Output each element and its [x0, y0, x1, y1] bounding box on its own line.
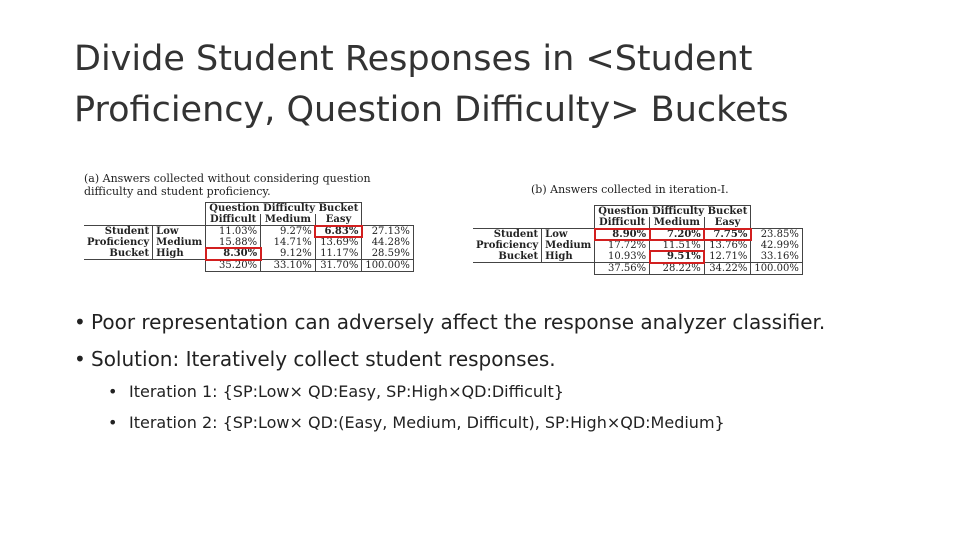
table-row [84, 237, 413, 248]
table-a-col-header: Medium [261, 214, 316, 226]
bullet-item [74, 345, 934, 374]
highlighted-cell: 8.30% [206, 248, 261, 260]
row-group-label: Bucket [84, 248, 153, 260]
highlighted-cell: 7.20% [650, 229, 705, 241]
col-total: 37.56% [595, 263, 650, 275]
row-group-label: Student [473, 229, 542, 241]
table-a-caption: (a) Answers collected without considering question difficulty and student proficiency. [84, 172, 371, 198]
table-row [84, 248, 413, 260]
row-level: Low [153, 226, 206, 238]
grand-total: 100.00% [751, 263, 803, 275]
highlighted-cell: 6.83% [315, 226, 362, 238]
table-cell: 9.27% [261, 226, 316, 238]
table-cell: 15.88% [206, 237, 261, 248]
col-total: 28.22% [650, 263, 705, 275]
table-cell: 11.17% [315, 248, 362, 260]
col-total: 33.10% [261, 260, 316, 272]
table-row [473, 251, 802, 263]
table-cell: 13.76% [704, 240, 751, 251]
table-b-caption: (b) Answers collected in iteration-I. [531, 183, 729, 196]
col-total: 31.70% [315, 260, 362, 272]
row-group-label: Student [84, 226, 153, 238]
row-total: 27.13% [362, 226, 414, 238]
bullet-item [74, 308, 934, 337]
table-b-header-top: Question Difficulty Bucket [595, 206, 751, 218]
table-row [473, 240, 802, 251]
table-cell: 14.71% [261, 237, 316, 248]
table-b-col-header: Difficult [595, 217, 650, 229]
row-total: 42.99% [751, 240, 803, 251]
bullet-text: Solution: Iteratively collect student responses. [91, 347, 556, 371]
table-cell: 11.03% [206, 226, 261, 238]
row-level: Low [542, 229, 595, 241]
table-a-block [84, 172, 414, 272]
highlighted-cell: 7.75% [704, 229, 751, 241]
table-a [84, 202, 414, 272]
table-a-header-top: Question Difficulty Bucket [206, 203, 362, 215]
table-b-block [473, 183, 813, 275]
totals-row [84, 260, 413, 272]
row-total: 33.16% [751, 251, 803, 263]
table-row [473, 229, 802, 241]
bullet-dot-icon: • [108, 382, 118, 401]
sub-bullet-text: Iteration 1: {SP:Low× QD:Easy, SP:High×QD:Difficult} [129, 382, 564, 401]
table-b [473, 205, 803, 275]
table-cell: 13.69% [315, 237, 362, 248]
table-cell: 10.93% [595, 251, 650, 263]
row-level: High [153, 248, 206, 260]
totals-row [473, 263, 802, 275]
bullet-text: Poor representation can adversely affect the response analyzer classifier. [91, 310, 826, 334]
row-level: Medium [153, 237, 206, 248]
table-cell: 12.71% [704, 251, 751, 263]
col-total: 35.20% [206, 260, 261, 272]
table-cell: 11.51% [650, 240, 705, 251]
table-b-col-header: Easy [704, 217, 751, 229]
row-group-label: Proficiency [476, 240, 539, 251]
table-cell: 17.72% [595, 240, 650, 251]
table-a-col-header: Easy [315, 214, 362, 226]
row-level: Medium [542, 240, 595, 251]
row-group-label: Proficiency [87, 237, 150, 248]
sub-bullet-item [74, 376, 934, 407]
grand-total: 100.00% [362, 260, 414, 272]
col-total: 34.22% [704, 263, 751, 275]
table-a-col-header: Difficult [206, 214, 261, 226]
bullet-list [74, 308, 934, 438]
row-total: 23.85% [751, 229, 803, 241]
row-total: 28.59% [362, 248, 414, 260]
highlighted-cell: 9.51% [650, 251, 705, 263]
table-cell: 9.12% [261, 248, 316, 260]
bullet-dot-icon: • [74, 310, 86, 334]
sub-bullet-text: Iteration 2: {SP:Low× QD:(Easy, Medium, Difficult), SP:High×QD:Medium} [129, 413, 725, 432]
bullet-dot-icon: • [108, 413, 118, 432]
row-group-label: Bucket [473, 251, 542, 263]
bullet-dot-icon: • [74, 347, 86, 371]
row-total: 44.28% [362, 237, 414, 248]
table-row [84, 226, 413, 238]
row-level: High [542, 251, 595, 263]
table-b-col-header: Medium [650, 217, 705, 229]
sub-bullet-item [74, 407, 934, 438]
highlighted-cell: 8.90% [595, 229, 650, 241]
slide-title: Divide Student Responses in <Student Proficiency, Question Difficulty> Buckets [74, 39, 789, 130]
